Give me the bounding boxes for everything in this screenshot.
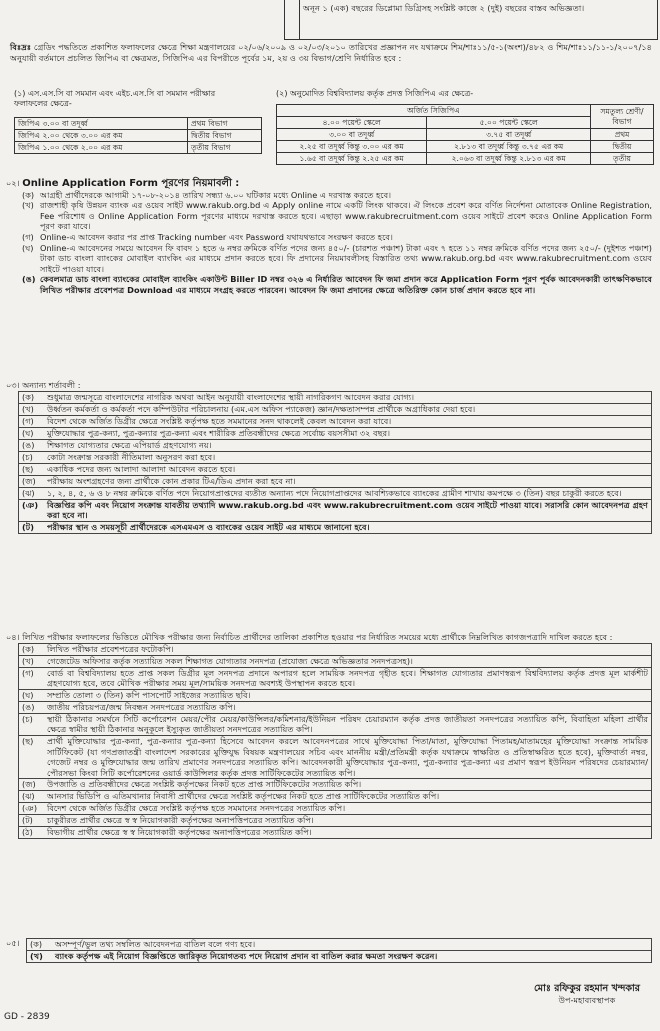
item-text: রাজশাহী কৃষি উন্নয়ন ব্যাংক এর ওয়েব সাইট www.rakub.org.bd এ Apply online নামে একটি লিংক থাকবে। ঐ লিংকে প্রবেশ করে বর্ণিত নির্দেশনা মোতাবেক Online Registration, Fee পরিশোধ ও Online Application Form পূরণের মাধ্যমে দরখাস্ত করতে হবে। এছাড়া www.rakubrecruitment.com ওয়েব সাইটে প্রবেশ করেও Online Application Form পূরণ করা যাবে।	[40, 200, 652, 232]
grading-note	[10, 42, 652, 63]
list-item	[18, 391, 652, 404]
table-cell: জিপিএ ৩.০০ বা তদূর্ধ্ব	[15, 118, 188, 130]
item-label: (চ)	[22, 713, 33, 724]
item-text: একাধিক পদের জন্য আলাদা আলাদা আবেদন করতে হবে।	[47, 463, 236, 474]
item-text: মুক্তিযোদ্ধার পুত্র-কন্যা, পুত্র-কন্যার পুত্র-কন্যা এবং শারীরিক প্রতিবন্ধীদের ক্ষেত্রে সর্বোচ্চ বয়সসীমা ৩২ বছর।	[47, 427, 391, 438]
section-title: অন্যান্য শর্তাবলী :	[22, 380, 81, 390]
item-label: (গ)	[22, 667, 34, 678]
item-label: (ঙ)	[22, 274, 36, 285]
item-label: (ঝ)	[22, 487, 35, 498]
item-label: (ঙ)	[22, 439, 35, 450]
item-label: (ছ)	[22, 463, 34, 474]
item-label: (ঘ)	[22, 427, 34, 438]
list-item	[18, 452, 652, 464]
section-online-application	[6, 178, 652, 296]
table-row	[277, 129, 654, 141]
list-item	[18, 440, 652, 452]
documents-box	[18, 643, 652, 840]
table-cell: তৃতীয় বিভাগ	[187, 142, 261, 154]
table-row	[277, 141, 654, 153]
item-label: (খ)	[22, 403, 34, 414]
list-item	[18, 736, 652, 779]
table-cell: ১.৬৫ বা তদূর্ধ্ব কিন্তু ২.২৫ এর কম	[277, 153, 427, 165]
table-cell: ৩.০০ বা তদূর্ধ্ব	[277, 129, 427, 141]
section-documents	[6, 632, 652, 839]
table-cell: ৩.৭৫ বা তদূর্ধ্ব	[427, 129, 591, 141]
list-item	[6, 243, 652, 275]
item-text: গেজেটেড অফিসার কর্তৃক সত্যায়িত সকল শিক্ষাগত যোগ্যতার সনদপত্র (প্রযোজ্য ক্ষেত্রে অভিজ্ঞতার সনদপত্রসহ)।	[47, 655, 413, 666]
list-item	[18, 791, 652, 803]
list-item	[18, 690, 652, 702]
table-header: অর্জিত সিজিপিএ	[277, 105, 591, 117]
item-text: ১, ২, ৪, ৫, ৬ ও ৮ নম্বর ক্রমিকে বর্ণিত পদে নিয়োগপ্রাপ্তদের ব্যতীত অন্যান্য পদে নিয়োগপ্রাপ্তদের আবশ্যিকভাবে ব্যাংকের গ্রামীণ শাখায় কমপক্ষে ৩ (তিন) বছর চাকুরী করতে হবে।	[47, 487, 622, 498]
item-label: (ক)	[30, 939, 43, 949]
item-label: (ঞ)	[22, 499, 39, 510]
item-text: চাকুরীরত প্রার্থীর ক্ষেত্রে স্ব স্ব নিয়োগকারী কর্তৃপক্ষের অনাপত্তিপত্রের সত্যায়িত কপি।	[47, 815, 314, 826]
section-number: ০৪।	[6, 632, 20, 642]
list-item	[6, 274, 652, 295]
item-label: (ঘ)	[22, 242, 34, 253]
item-label: (খ)	[30, 951, 43, 961]
table-cell: জিপিএ ২.০০ থেকে ৩.০০ এর কম	[15, 130, 188, 142]
section-final	[6, 938, 652, 963]
item-label: (খ)	[22, 200, 34, 211]
list-item	[18, 476, 652, 488]
table-cell: দ্বিতীয়	[591, 141, 654, 153]
item-text: ব্যাংক কর্তৃপক্ষ এই নিয়োগ বিজ্ঞপ্তিতে জারিকৃত নিয়োগতব্য পদে নিয়োগ প্রদান বা বাতিল করার ক্ষমতা সংরক্ষণ করেন।	[55, 951, 438, 961]
conditions-box	[18, 391, 652, 534]
item-text: প্রার্থী মুক্তিযোদ্ধার পুত্র-কন্যা, পুত্র-কন্যার পুত্র-কন্যা হিসেবে আবেদন করলে আবেদনপত্রের সাথে মুক্তিযোদ্ধা পিতা/মাতা, মুক্তিযোদ্ধা পিতামহ/মাতামহের মুক্তিযোদ্ধা সংক্রান্ত সাময়িক সার্টিফিকেট (যা গণপ্রজাতন্ত্রী বাংলাদেশ সরকারের মুক্তিযুদ্ধ বিষয়ক মন্ত্রণালয়ের সচিব এবং মাননীয় মন্ত্রী/প্রতিমন্ত্রী কর্তৃক যথাক্রমে স্বাক্ষরিত ও প্রতিস্বাক্ষরিত হতে হবে), মুক্তিবার্তা নম্বর, গেজেট নম্বর ও মুক্তিযোদ্ধার জন্ম তারিখ প্রমাণের সনদপত্রের সত্যায়িত কপি। আবেদনকারী মুক্তিযোদ্ধার পুত্র-কন্যা, পুত্র-কন্যার পুত্র-কন্যা এর প্রমাণ স্বরূপ ইউনিয়ন পরিষদের চেয়ারম্যান/পৌরসভা কিংবা সিটি কর্পোরেশনের ওয়ার্ড কাউন্সিলর কর্তৃক প্রদত্ত সার্টিফিকেটের সত্যায়িত কপি।	[47, 735, 648, 778]
item-text: আগ্রহী প্রার্থীদেরকে আগামী ১৭-০৮-২০১৪ তারিখ সন্ধ্যা ৬.০০ ঘটিকার মধ্যে Online এ দরখাস্ত করতে হবে।	[40, 189, 392, 200]
list-item	[18, 656, 652, 668]
cell-divider	[285, 0, 300, 39]
item-text: বিভাগীয় প্রার্থীর ক্ষেত্রে স্ব স্ব নিয়োগকারী কর্তৃপক্ষের অনাপত্তিপত্রের সত্যায়িত কপি।	[47, 827, 312, 838]
item-label: (ঠ)	[22, 827, 33, 838]
list-item	[18, 404, 652, 416]
list-item	[6, 190, 652, 201]
item-text: বিদেশ থেকে অর্জিত ডিগ্রীর ক্ষেত্রে সংশ্লিষ্ট কর্তৃপক্ষ হতে সমমানের সনদপত্রের সত্যায়িত কপি।	[47, 803, 346, 814]
item-label: (ক)	[22, 391, 35, 402]
item-text: বিদেশ থেকে অর্জিত ডিগ্রীর ক্ষেত্রে সংশ্লিষ্ট কর্তৃপক্ষ হতে সমমানের সনদ থাকলেই কেবল আবেদন করা যাবে।	[47, 415, 392, 426]
signatory-name: মোঃ রফিকুর রহমান খন্দকার	[533, 983, 640, 994]
table-cell: তৃতীয়	[591, 153, 654, 165]
note-text: গ্রেডিং পদ্ধতিতে প্রকাশিত ফলাফলের ক্ষেত্রে শিক্ষা মন্ত্রণালয়ের ০২/০৬/২০০৯ ও ০২/০৩/২০১০ তারিখের প্রজ্ঞাপন নং যথাক্রমে শিম/শাঃ১১/৫-১(অংশ)/৪৮২ ও শিম/শাঃ১১/১১-১/২০০৭/১৪ অনুযায়ী বর্তমানে প্রচলিত জিপিএ বা ক্ষেত্রমত, সিজিপিএ এর বিপরীতে পূর্বের ১ম, ২য় ও ৩য় বিভাগ/শ্রেণি নির্ধারিত হবে :	[10, 42, 652, 63]
list-item	[18, 714, 652, 736]
item-text: শুধুমাত্র জন্মসূত্রে বাংলাদেশের নাগরিক অথবা আইন অনুযায়ী বাংলাদেশের স্থায়ী নাগরিকগণ আবেদন করার যোগ্য।	[47, 391, 415, 402]
table-cell: প্রথম	[591, 129, 654, 141]
section-number: ০৩।	[6, 380, 20, 390]
table-cell: জিপিএ ১.০০ থেকে ২.০০ এর কম	[15, 142, 188, 154]
list-item	[26, 938, 652, 951]
item-text: লিখিত পরীক্ষার প্রবেশপত্রের ফটোকপি।	[47, 643, 174, 654]
item-label: (ঙ)	[22, 701, 35, 712]
list-item	[18, 522, 652, 534]
section-other-conditions	[6, 380, 652, 534]
item-text: স্থায়ী ঠিকানার সমর্থনে সিটি কর্পোরেশন মেয়র/পৌর মেয়র/কাউন্সিলর/কমিশনার/ইউনিয়ন পরিষদ চেয়ারম্যান কর্তৃক প্রদত্ত জাতীয়তা সনদপত্রের সত্যায়িত কপি, বিবাহিতা মহিলা প্রার্থীর ক্ষেত্রে স্বামীর স্থায়ী ঠিকানার অনুকূলে ইস্যুকৃত জাতীয়তা সনদপত্রের সত্যায়িত কপি।	[47, 713, 648, 735]
list-item	[18, 815, 652, 827]
item-text: জাতীয় পরিচয়পত্র/জন্ম নিবন্ধন সনদপত্রের সত্যায়িত কপি।	[47, 701, 236, 712]
section-heading	[6, 632, 652, 643]
item-label: (জ)	[22, 779, 36, 790]
table-row	[15, 142, 262, 154]
signature-block	[534, 984, 640, 1005]
list-item	[18, 668, 652, 690]
list-item	[18, 464, 652, 476]
item-label: (ঝ)	[22, 791, 35, 802]
list-item	[18, 500, 652, 522]
item-text: অসম্পূর্ণ/ভুল তথ্য সম্বলিত আবেদনপত্র বাতিল বলে গণ্য হবে।	[55, 939, 256, 949]
item-text: Online-এ আবেদনের সময়ে আবেদন ফি বাবদ ১ হতে ৬ নম্বর ক্রমিকে বর্ণিত পদের জন্য ৪৫০/- (চারশত পঞ্চাশ) টাকা এবং ৭ হতে ১১ নম্বর ক্রমিকে বর্ণিত পদের জন্য ২৫০/- (দুইশত পঞ্চাশ) টাকা ডাচ বাংলা ব্যাংকের মোবাইল ব্যাংকিং এর মাধ্যমে প্রদান করতে হবে। ফি প্রদানের নিয়মাবলীসহ বিস্তারিত তথ্য www.rakub.org.bd এবং www.rakubrecruitment.com ওয়েব সাইটে পাওয়া যাবে।	[40, 242, 652, 274]
item-label: (জ)	[22, 475, 36, 486]
list-item	[18, 643, 652, 656]
section-title: Online Application Form পূরণের নিয়মাবলী :	[22, 178, 240, 189]
item-label: (ঘ)	[22, 689, 34, 700]
list-item	[18, 488, 652, 500]
item-text: সম্প্রতি তোলা ৩ (তিন) কপি পাসপোর্ট সাইজের সত্যায়িত ছবি।	[47, 689, 251, 700]
table-row	[277, 105, 654, 117]
item-text: শিক্ষাগত যোগ্যতার ক্ষেত্রে এপিয়ার্ড গ্রহণযোগ্য নয়।	[47, 439, 212, 450]
table-header: ৫.০০ পয়েন্ট স্কেলে	[427, 117, 591, 129]
list-item	[6, 200, 652, 232]
item-text: উর্ধ্বতন কর্মকর্তা ও কর্মকর্তা পদে কম্পিউটার পরিচালনায় (এম.এস অফিস প্যাকেজ) জ্ঞান/দক্ষতাসম্পন্ন প্রার্থীকে অগ্রাধিকার দেয়া হবে।	[47, 403, 476, 414]
item-label: (ঞ)	[22, 803, 38, 814]
item-text: আনসার ভিডিপি ও এতিমখানার নিবাসী প্রার্থীদের ক্ষেত্রে সংশ্লিষ্ট কর্তৃপক্ষের নিকট হতে প্রাপ্ত সার্টিফিকেটের সত্যায়িত কপি।	[47, 791, 440, 802]
item-label: (গ)	[22, 231, 34, 242]
item-label: (ক)	[22, 643, 35, 654]
item-label: (ক)	[22, 189, 35, 200]
list-item	[18, 428, 652, 440]
table-cell: ২.৮১৩ বা তদূর্ধ্ব কিন্তু ৩.৭৫ এর কম	[427, 141, 591, 153]
item-label: (ছ)	[22, 735, 34, 746]
cgpa-table	[276, 104, 654, 165]
table-header: ৪.০০ পয়েন্ট স্কেলে	[277, 117, 427, 129]
item-text: Online-এ আবেদন করার পর প্রাপ্ত Tracking number এবং Password যথাযথভাবে সংরক্ষণ করতে হবে।	[40, 231, 393, 242]
table-row	[15, 118, 262, 130]
item-text: কোটা সংক্রান্ত সরকারী নীতিমালা অনুসরণ করা হবে।	[47, 451, 216, 462]
section-heading	[6, 380, 652, 391]
section-number: ০৫।	[6, 938, 20, 948]
section-intro: লিখিত পরীক্ষার ফলাফলের ভিত্তিতে মৌখিক পরীক্ষার জন্য নির্বাচিত প্রার্থীদের তালিকা প্রকাশিত হওয়ার পর নির্ধারিত সময়ের মধ্যে প্রার্থীকে নিম্নলিখিত কাগজপত্রাদি দাখিল করতে হবে :	[22, 632, 613, 642]
table-row	[277, 153, 654, 165]
table-row	[15, 130, 262, 142]
item-text: উপজাতি ও প্রতিবন্ধীদের ক্ষেত্রে সংশ্লিষ্ট কর্তৃপক্ষের নিকট হতে প্রাপ্ত সার্টিফিকেটের সত্যায়িত কপি।	[47, 779, 362, 790]
item-label: (ট)	[22, 521, 34, 532]
item-text: বোর্ড বা বিশ্ববিদ্যালয় হতে প্রাপ্ত সকল ডিগ্রীর মূল সনদপত্র প্রদানে অপারগ হলে সাময়িক সনদপত্র গৃহীত হবে। শিক্ষাগত যোগ্যতার প্রমাণস্বরূপ বিশ্ববিদ্যালয় কর্তৃক প্রদত্ত মূল মার্কশীট গ্রহণযোগ্য হবে, তবে মৌখিক পরীক্ষার সময় মূল/সাময়িক সনদপত্র অবশ্যই উপস্থাপন করতে হবে।	[47, 667, 648, 689]
item-label: (খ)	[22, 655, 34, 666]
gpa-table	[14, 117, 262, 154]
list-item	[18, 803, 652, 815]
item-text: বিজ্ঞপ্তির কপি এবং নিয়োগ সংক্রান্ত যাবতীয় তথ্যাদি www.rakub.org.bd এবং www.rakubrecruitment.com ওয়েব সাইটে পাওয়া যাবে। সরাসরি কোন আবেদনপত্র গ্রহণ করা হবে না।	[47, 499, 648, 521]
list-item	[18, 827, 652, 839]
section-number: ০২।	[6, 178, 20, 188]
item-label: (ট)	[22, 815, 33, 826]
final-list	[6, 938, 652, 963]
list-item	[18, 416, 652, 428]
subhead-cgpa: (২) অনুমোদিত বিশ্ববিদ্যালয় কর্তৃক প্রদত্ত সিজিপিএ এর ক্ষেত্রে-	[276, 89, 474, 98]
section-heading	[6, 178, 652, 190]
item-label: (চ)	[22, 451, 33, 462]
list-item	[26, 951, 652, 963]
table-cell: ২.২৫ বা তদূর্ধ্ব কিন্তু ৩.০০ এর কম	[277, 141, 427, 153]
subhead-ssc-hsc: (১) এস.এস.সি বা সমমান এবং এইচ.এস.সি বা সমমান পরীক্ষার ফলাফলের ক্ষেত্রে-	[14, 89, 216, 108]
table-cell: ২.০৬৩ বা তদূর্ধ্ব কিন্তু ২.৮১৩ এর কম	[427, 153, 591, 165]
list-item	[6, 232, 652, 243]
note-label: বিঃদ্রঃ	[10, 42, 32, 52]
list-item	[18, 779, 652, 791]
item-text: পরীক্ষার স্থান ও সময়সূচী প্রার্থীদেরকে এসএমএস ও ব্যাংকের ওয়েব সাইট এর মাধ্যমে জানানো হবে।	[47, 521, 370, 532]
list-item	[18, 702, 652, 714]
table-header: সমতুল্য শ্রেণী/বিভাগ	[591, 105, 654, 129]
top-cell-text: অনূন ১ (এক) বছরের ডিপ্লোমা ডিগ্রিসহ সংশ্লিষ্ট কাজে ২ (দুই) বছরের বাস্তব অভিজ্ঞতা।	[303, 3, 585, 13]
table-cell: প্রথম বিভাগ	[187, 118, 261, 130]
ad-code: GD - 2839	[4, 1012, 50, 1022]
item-text: পরীক্ষায় অংশগ্রহণের জন্য প্রার্থীকে কোন প্রকার টিএ/ডিএ প্রদান করা হবে না।	[47, 475, 296, 486]
table-cell: দ্বিতীয় বিভাগ	[187, 130, 261, 142]
signatory-title: উপ-মহাব্যবস্থাপক	[558, 994, 616, 1005]
table-top-cell	[284, 0, 658, 40]
item-text: কেবলমাত্র ডাচ বাংলা ব্যাংকের মোবাইল ব্যাংকিং একাউন্ট Biller ID নম্বর ৩২৬ এ নির্ধারিত আবেদন ফি জমা প্রদান করে Application Form পূরণ পূর্বক আবেদনকারী তাৎক্ষণিকভাবে লিখিত পরীক্ষার প্রবেশপত্র Download এর মাধ্যমে সংগ্রহ করতে পারবেন। আবেদন ফি জমা প্রদানের ক্ষেত্রে অতিরিক্ত কোন চার্জ প্রদান করতে হবে না।	[40, 274, 652, 295]
item-label: (গ)	[22, 415, 34, 426]
